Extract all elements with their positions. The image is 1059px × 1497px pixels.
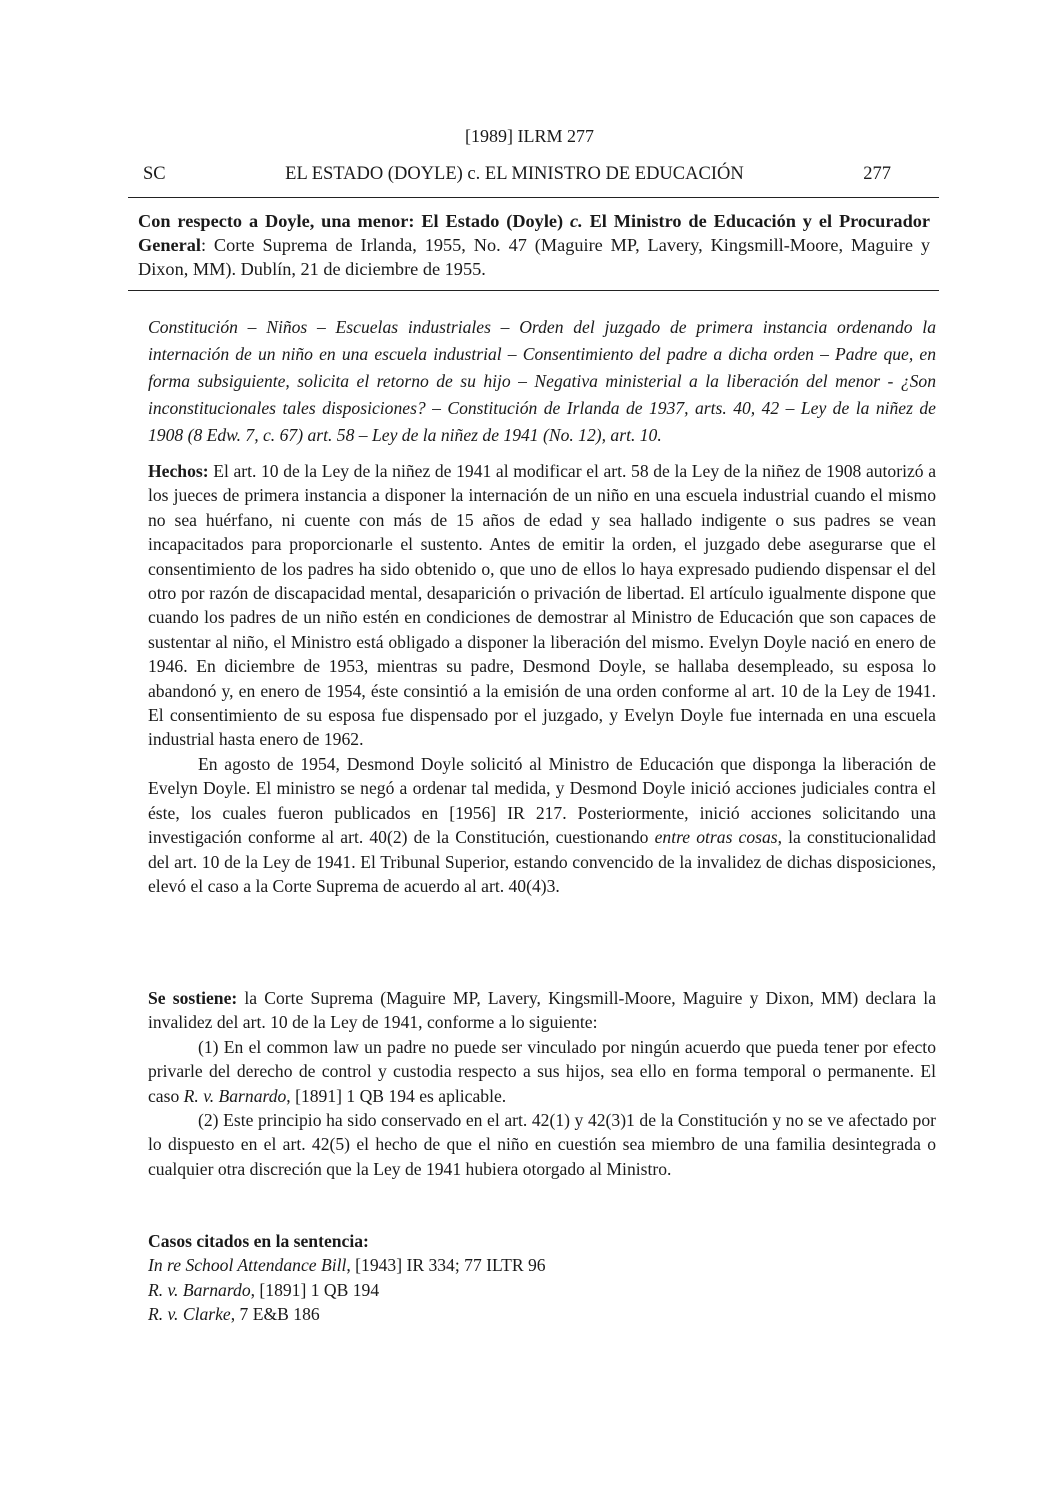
held-intro-block (148, 986, 936, 1035)
facts-section (148, 459, 936, 898)
divider-bottom (128, 290, 939, 291)
case-details: : Corte Suprema de Irlanda, 1955, No. 47 (Maguire MP, Lavery, Kingsmill-Moore, Maguire y Dixon, MM). Dublín, 21 de diciembre de 1955. (138, 235, 930, 279)
case-item (148, 1302, 936, 1326)
held-p1-text-b: , [1891] 1 QB 194 es aplicable. (286, 1085, 507, 1106)
held-intro: la Corte Suprema (Maguire MP, Lavery, Kingsmill-Moore, Maguire y Dixon, MM) declara la invalidez del art. 10 de la Ley de 1941, conforme a lo siguiente: (148, 988, 936, 1033)
facts-paragraph-1-block (148, 459, 936, 752)
held-p1-case: R. v. Barnardo (183, 1085, 287, 1106)
cases-heading (148, 1229, 936, 1253)
case-name: In re School Attendance Bill (148, 1255, 347, 1276)
case-ref: , 7 E&B 186 (230, 1304, 320, 1325)
court-abbreviation: SC (143, 164, 166, 184)
held-point-2: (2) Este principio ha sido conservado en el art. 42(1) y 42(3)1 de la Constitución y no se ve afectado por lo dispuesto en el art. 42(5) el hecho de que el niño en cuestión sea miembro de una familia desintegrada o cualquier otra discreción que la Ley de 1941 hubiera otorgado al Ministro. (148, 1110, 936, 1179)
report-citation: [1989] ILRM 277 (465, 126, 594, 146)
headnote-keywords: Constitución – Niños – Escuelas industriales – Orden del juzgado de primera instancia ordenando la internación de un niño en una escuela industrial – Consentimiento del padre a dicha orden – Padre que, en forma subsiguiente, solicita el retorno de su hijo – Negativa ministerial a la liberación del menor - ¿Son inconstitucionales tales disposiciones? – Constitución de Irlanda de 1937, arts. 40, 42 – Ley de la niñez de 1908 (8 Edw. 7, c. 67) art. 58 – Ley de la niñez de 1941 (No. 12), art. 10. (148, 317, 936, 445)
case-title-1: Con respecto a Doyle, una menor: El Estado (Doyle) (138, 211, 571, 231)
case-caption (138, 209, 930, 281)
case-title-c: c. (570, 211, 583, 231)
facts-paragraph-1: El art. 10 de la Ley de la niñez de 1941 al modificar el art. 58 de la Ley de la niñez de 1908 autorizó a los jueces de primera instancia a disponer la internación de un niño en una escuela industrial cuando el mismo no sea huérfano, ni cuente con más de 15 años de edad y sea hallado indigente o sus padres se vean incapacitados para proporcionarle el sustento. Antes de emitir la orden, el juzgado debe asegurarse que el consentimiento de los padres ha sido obtenido o, que uno de ellos lo haya expresado pudiendo dispensar el del otro por razón de discapacidad mental, desaparición o privación de libertad. El artículo igualmente dispone que cuando los padres de un niño estén en condiciones de demostrar al Ministro de Educación que son capaces de sustentar al niño, el Ministro está obligado a disponer la liberación del mismo. Evelyn Doyle nació en enero de 1946. En diciembre de 1953, mientras su padre, Desmond Doyle, se hallaba desempleado, su esposa lo abandonó y, en enero de 1954, éste consintió a la emisión de una orden conforme al art. 10 de la Ley de 1941. El consentimiento de su esposa fue dispensado por el juzgado, y Evelyn Doyle fue internada en una escuela industrial hasta enero de 1962. (148, 461, 936, 750)
case-item (148, 1278, 936, 1302)
held-point-1 (148, 1035, 936, 1108)
facts-p2-text-b: , la constitucionalidad del art. 10 de la Ley de 1941. El Tribunal Superior, estando convencido de la invalidez de dichas disposiciones, elevó el caso a la Corte Suprema de acuerdo al art. 40(4)3. (148, 827, 936, 896)
case-title-c-wrapper (570, 211, 583, 231)
divider-top (128, 197, 939, 198)
facts-p2-text-a: En agosto de 1954, Desmond Doyle solicitó al Ministro de Educación que disponga la liberación de Evelyn Doyle. El ministro se negó a ordenar tal medida, y Desmond Doyle inició acciones judiciales contra el éste, los cuales fueron publicados en [1956] IR 217. Posteriormente, inició acciones solicitando una investigación conforme al art. 40(2) de la Constitución, cuestionando (148, 753, 936, 848)
facts-paragraph-2 (148, 752, 936, 898)
running-title: EL ESTADO (DOYLE) c. EL MINISTRO DE EDUCACIÓN (285, 164, 744, 184)
held-p1-text-a: (1) En el common law un padre no puede ser vinculado por ningún acuerdo que pueda tener por efecto privarle del derecho de control y custodia respecto a sus hijos, sea ello en forma temporal o permanente. El caso (148, 1036, 936, 1106)
running-header (143, 164, 891, 185)
case-ref: , [1891] 1 QB 194 (250, 1279, 380, 1300)
page-number: 277 (863, 164, 891, 184)
held-label: Se sostiene: (148, 988, 238, 1008)
holding-section (148, 986, 936, 1181)
case-ref: , [1943] IR 334; 77 ILTR 96 (346, 1255, 546, 1276)
cases-cited (148, 1229, 936, 1327)
case-name: R. v. Barnardo (148, 1279, 251, 1300)
case-title-2: El Ministro de Educación y el Procurador General (138, 211, 930, 255)
facts-p2-emphasis: entre otras cosas (654, 827, 778, 848)
case-item (148, 1253, 936, 1277)
case-name: R. v. Clarke (148, 1304, 231, 1325)
facts-label: Hechos: (148, 461, 209, 481)
cases-label: Casos citados en la sentencia: (148, 1231, 369, 1251)
